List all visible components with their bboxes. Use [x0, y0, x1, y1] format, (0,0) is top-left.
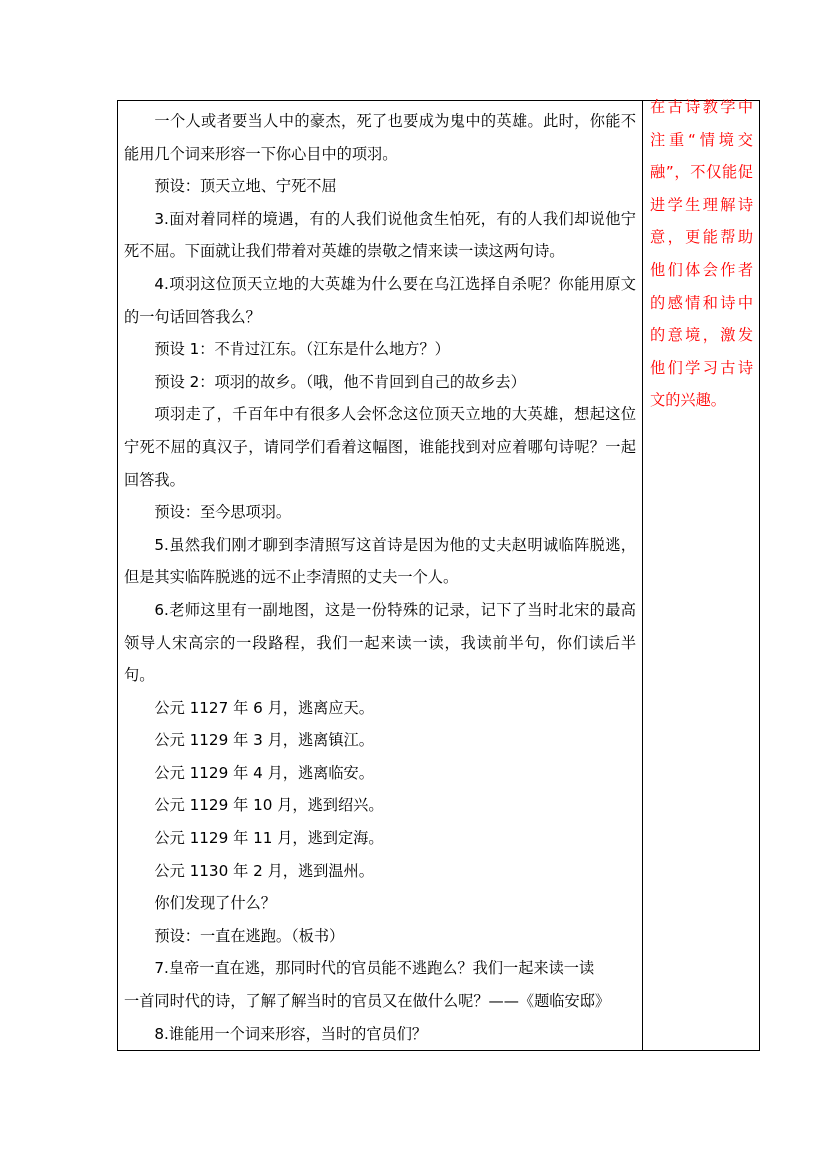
- paragraph: 3.面对着同样的境遇，有的人我们说他贪生怕死，有的人我们却说他宁死不屈。下面就让我们带着对英雄的崇敬之情来读一读这两句诗。: [124, 209, 636, 261]
- teaching-process-cell: [118, 101, 643, 1051]
- timeline-entry: 公元 1129 年 3 月，逃离镇江。: [154, 731, 374, 750]
- paragraph: 预设 2：项羽的故乡。（哦，他不肯回到自己的故乡去）: [154, 372, 526, 391]
- paragraph: 5.虽然我们刚才聊到李清照写这首诗是因为他的丈夫赵明诚临阵脱逃，但是其实临阵脱逃的远不止李清照的丈夫一个人。: [124, 535, 636, 587]
- teaching-process-text: [118, 101, 642, 1050]
- paragraph: 一个人或者要当人中的豪杰，死了也要成为鬼中的英雄。此时，你能不能用几个词来形容一下你心目中的项羽。: [124, 112, 636, 163]
- paragraph: 预设：顶天立地、宁死不屈: [154, 177, 337, 196]
- paragraph-continuation: 一首同时代的诗，了解了解当时的官员又在做什么呢？——《题临安邸》: [124, 992, 610, 1011]
- timeline-entry: 公元 1127 年 6 月，逃离应天。: [154, 698, 374, 717]
- paragraph: 你们发现了什么？: [154, 894, 276, 913]
- design-note-cell: [643, 98, 760, 1051]
- paragraph: 8.谁能用一个词来形容，当时的官员们？: [154, 1024, 428, 1043]
- paragraph: 4.项羽这位顶天立地的大英雄为什么要在乌江选择自杀呢？你能用原文的一句话回答我么？: [124, 274, 636, 326]
- paragraph: 项羽走了，千百年中有很多人会怀念这位顶天立地的大英雄，想起这位宁死不屈的真汉子，请同学们看着这幅图，谁能找到对应着哪句诗呢？一起回答我。: [124, 405, 636, 489]
- paragraph: 预设：至今思项羽。: [154, 503, 292, 522]
- paragraph: 预设：一直在逃跑。（板书）: [154, 926, 345, 945]
- paragraph: 预设 1：不肯过江东。（江东是什么地方？）: [154, 340, 450, 359]
- paragraph: 6.老师这里有一副地图，这是一份特殊的记录，记下了当时北宋的最高领导人宋高宗的一段路程，我们一起来读一读，我读前半句，你们读后半句。: [124, 600, 636, 685]
- lesson-plan-table: [117, 100, 760, 1051]
- timeline-entry: 公元 1129 年 11 月，逃到定海。: [154, 829, 384, 848]
- timeline-entry: 公元 1129 年 10 月，逃到绍兴。: [154, 796, 384, 815]
- design-note-text: 在古诗教学中注重“情境交融”，不仅能促进学生理解诗意，更能帮助他们体会作者的感情和诗中的意境，激发他们学习古诗文的兴趣。: [650, 98, 753, 410]
- paragraph: 7.皇帝一直在逃，那同时代的官员能不逃跑么？我们一起来读一读: [154, 959, 595, 978]
- timeline-entry: 公元 1129 年 4 月，逃离临安。: [154, 763, 374, 782]
- table-row: [118, 101, 760, 1051]
- timeline-entry: 公元 1130 年 2 月，逃到温州。: [154, 861, 374, 880]
